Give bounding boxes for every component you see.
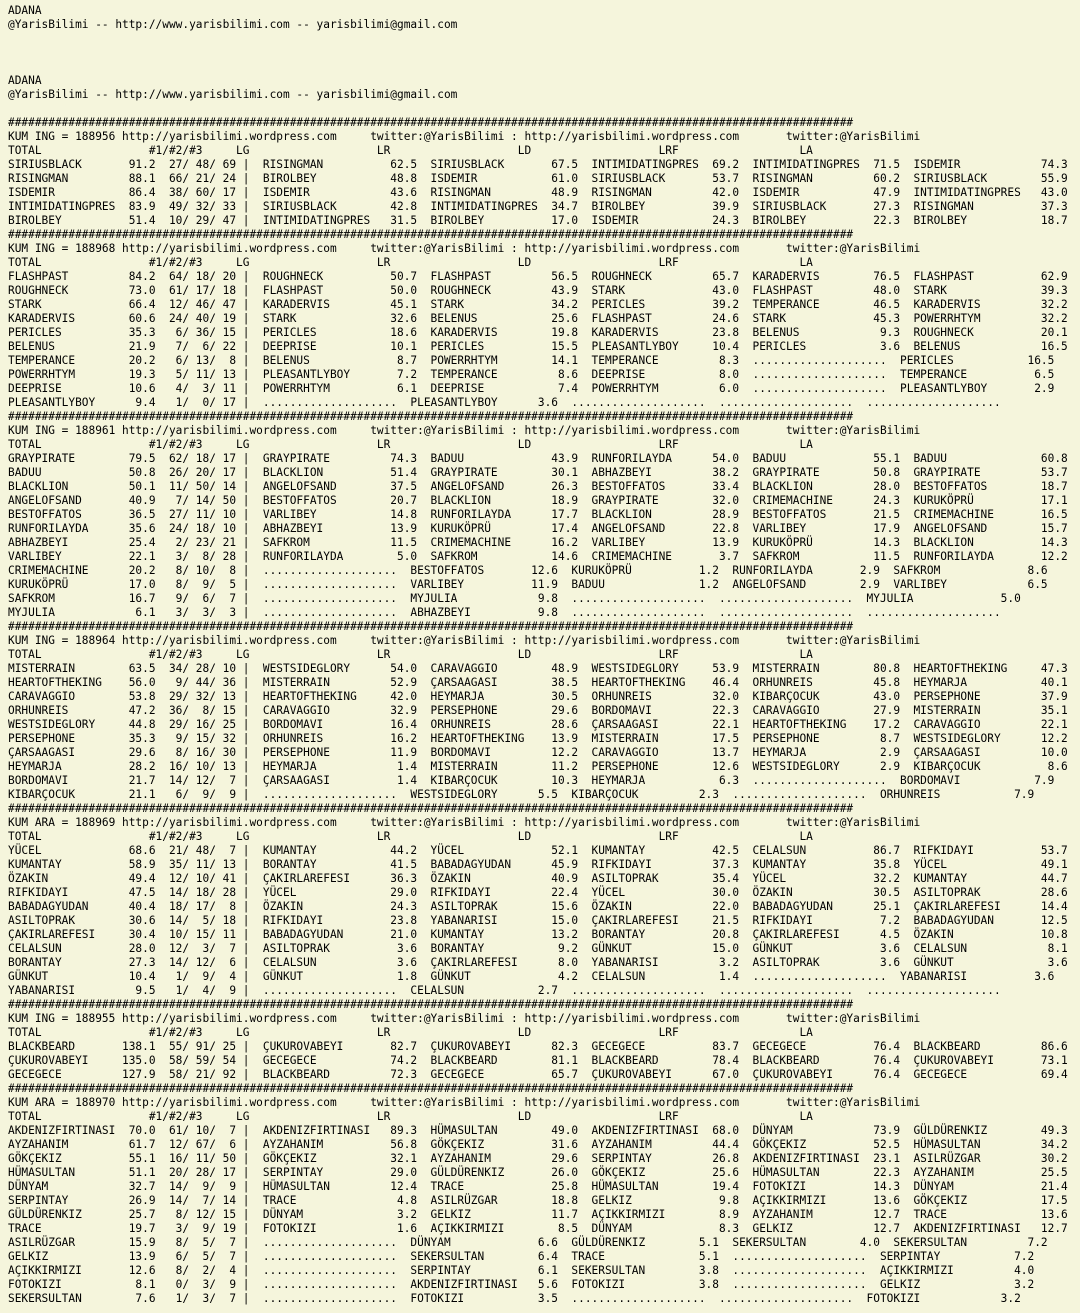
race-block-188955: ############################################################################################################################## KUM ING = 188955 http://yarisbilimi.wordpress.com twitter:@YarisBilimi : http://yarisbilimi.wordpress.com twitter:@YarisBilimi TOTAL #1/#2/#3 LG LR LD LRF LA BLACKBEARD 138.1 55/ 91/ 25 | ÇUKUROVABEYI 82.7 ÇUKUROVABEYI 82.3 GECEGECE 83.7 GECEGECE 76.4 BLACKBEARD 86.6 ÇUKUROVABEYI 135.0 58/ 59/ 54 | GECEGECE 74.2 BLACKBEARD 81.1 BLACKBEARD 78.4 BLACKBEARD 76.4 ÇUKUROVABEYI 73.1 GECEGECE 127.9 58/ 21/ 92 | BLACKBEARD 72.3 GECEGECE 65.7 ÇUKUROVABEYI 67.0 ÇUKUROVABEYI 76.4 GECEGECE 69.4 (8, 998, 1068, 1081)
race-block-188961: ############################################################################################################################## KUM ING = 188961 http://yarisbilimi.wordpress.com twitter:@YarisBilimi : http://yarisbilimi.wordpress.com twitter:@YarisBilimi TOTAL #1/#2/#3 LG LR LD LRF LA GRAYPIRATE 79.5 62/ 18/ 17 | GRAYPIRATE 74.3 BADUU 43.9 RUNFORILAYDA 54.0 BADUU 55.1 BADUU 60.8 BADUU 50.8 26/ 20/ 17 | BLACKLION 51.4 GRAYPIRATE 30.1 ABHAZBEYI 38.2 GRAYPIRATE 50.8 GRAYPIRATE 53.7 BLACKLION 50.1 11/ 50/ 14 | ANGELOFSAND 37.5 ANGELOFSAND 26.3 BESTOFFATOS 33.4 BLACKLION 28.0 BESTOFFATOS 18.7 ANGELOFSAND 40.9 7/ 14/ 50 | BESTOFFATOS 20.7 BLACKLION 18.9 GRAYPIRATE 32.0 CRIMEMACHINE 24.3 KURUKÖPRÜ 17.1 BESTOFFATOS 36.5 27/ 11/ 10 | VARLIBEY 14.8 RUNFORILAYDA 17.7 BLACKLION 28.9 BESTOFFATOS 21.5 CRIMEMACHINE 16.5 RUNFORILAYDA 35.6 24/ 18/ 10 | ABHAZBEYI 13.9 KURUKÖPRÜ 17.4 ANGELOFSAND 22.8 VARLIBEY 17.9 ANGELOFSAND 15.7 ABHAZBEYI 25.4 2/ 23/ 21 | SAFKROM 11.5 CRIMEMACHINE 16.2 VARLIBEY 13.9 KURUKÖPRÜ 14.3 BLACKLION 14.3 VARLIBEY 22.1 3/ 8/ 28 | RUNFORILAYDA 5.0 SAFKROM 14.6 CRIMEMACHINE 3.7 SAFKROM 11.5 RUNFORILAYDA 12.2 CRIMEMACHINE 20.2 8/ 10/ 8 | .................... BESTOFFATOS 12.6 KURUKÖPRÜ 1.2 RUNFORILAYDA 2.9 SAFKROM 8.6 KURUKÖPRÜ 17.0 8/ 9/ 5 | .................... VARLIBEY 11.9 BADUU 1.2 ANGELOFSAND 2.9 VARLIBEY 6.5 SAFKROM 16.7 9/ 6/ 7 | .................... MYJULIA 9.8 .................... .................... MYJULIA 5.0 MYJULIA 6.1 3/ 3/ 3 | .................... ABHAZBEYI 9.8 .................... .................... .................... (8, 410, 1068, 619)
race-block-188968: ############################################################################################################################## KUM ING = 188968 http://yarisbilimi.wordpress.com twitter:@YarisBilimi : http://yarisbilimi.wordpress.com twitter:@YarisBilimi TOTAL #1/#2/#3 LG LR LD LRF LA FLASHPAST 84.2 64/ 18/ 20 | ROUGHNECK 50.7 FLASHPAST 56.5 ROUGHNECK 65.7 KARADERVIS 76.5 FLASHPAST 62.9 ROUGHNECK 73.0 61/ 17/ 18 | FLASHPAST 50.0 ROUGHNECK 43.9 STARK 43.0 FLASHPAST 48.0 STARK 39.3 STARK 66.4 12/ 46/ 47 | KARADERVIS 45.1 STARK 34.2 PERICLES 39.2 TEMPERANCE 46.5 KARADERVIS 32.2 KARADERVIS 60.6 24/ 40/ 19 | STARK 32.6 BELENUS 25.6 FLASHPAST 24.6 STARK 45.3 POWERRHTYM 32.2 PERICLES 35.3 6/ 36/ 15 | PERICLES 18.6 KARADERVIS 19.8 KARADERVIS 23.8 BELENUS 9.3 ROUGHNECK 20.1 BELENUS 21.9 7/ 6/ 22 | DEEPRISE 10.1 PERICLES 15.5 PLEASANTLYBOY 10.4 PERICLES 3.6 BELENUS 16.5 TEMPERANCE 20.2 6/ 13/ 8 | BELENUS 8.7 POWERRHTYM 14.1 TEMPERANCE 8.3 .................... PERICLES 16.5 POWERRHTYM 19.3 5/ 11/ 13 | PLEASANTLYBOY 7.2 TEMPERANCE 8.6 DEEPRISE 8.0 .................... TEMPERANCE 6.5 DEEPRISE 10.6 4/ 3/ 11 | POWERRHTYM 6.1 DEEPRISE 7.4 POWERRHTYM 6.0 .................... PLEASANTLYBOY 2.9 PLEASANTLYBOY 9.4 1/ 0/ 17 | .................... PLEASANTLYBOY 3.6 .................... .................... .................... (8, 228, 1068, 409)
race-block-188970: ############################################################################################################################## KUM ARA = 188970 http://yarisbilimi.wordpress.com twitter:@YarisBilimi : http://yarisbilimi.wordpress.com twitter:@YarisBilimi TOTAL #1/#2/#3 LG LR LD LRF LA AKDENIZFIRTINASI 70.0 61/ 10/ 7 | AKDENIZFIRTINASI 89.3 HÜMASULTAN 49.0 AKDENIZFIRTINASI 68.0 DÜNYAM 73.9 GÜLDÜRENKIZ 49.3 AYZAHANIM 61.7 12/ 67/ 6 | AYZAHANIM 56.8 GÖKÇEKIZ 31.6 AYZAHANIM 44.4 GÖKÇEKIZ 52.5 HÜMASULTAN 34.2 GÖKÇEKIZ 55.1 16/ 11/ 50 | GÖKÇEKIZ 32.1 AYZAHANIM 29.6 SERPINTAY 26.8 AKDENIZFIRTINASI 23.1 ASILRÜZGAR 30.2 HÜMASULTAN 51.1 20/ 28/ 17 | SERPINTAY 29.0 GÜLDÜRENKIZ 26.0 GÖKÇEKIZ 25.6 HÜMASULTAN 22.3 AYZAHANIM 25.5 DÜNYAM 32.7 14/ 9/ 9 | HÜMASULTAN 12.4 TRACE 25.8 HÜMASULTAN 19.4 FOTOKIZI 14.3 DÜNYAM 21.4 SERPINTAY 26.9 14/ 7/ 14 | TRACE 4.8 ASILRÜZGAR 18.8 GELKIZ 9.8 AÇIKKIRMIZI 13.6 GÖKÇEKIZ 17.5 GÜLDÜRENKIZ 25.7 8/ 12/ 15 | DÜNYAM 3.2 GELKIZ 11.7 AÇIKKIRMIZI 8.9 AYZAHANIM 12.7 TRACE 13.6 TRACE 19.7 3/ 9/ 19 | FOTOKIZI 1.6 AÇIKKIRMIZI 8.5 DÜNYAM 8.3 GELKIZ 12.7 AKDENIZFIRTINASI 12.7 ASILRÜZGAR 15.9 8/ 5/ 7 | .................... DÜNYAM 6.6 GÜLDÜRENKIZ 5.1 SEKERSULTAN 4.0 SEKERSULTAN 7.2 GELKIZ 13.9 6/ 5/ 7 | .................... SEKERSULTAN 6.4 TRACE 5.1 .................... SERPINTAY 7.2 AÇIKKIRMIZI 12.6 8/ 2/ 4 | .................... SERPINTAY 6.1 SEKERSULTAN 3.8 .................... AÇIKKIRMIZI 4.0 FOTOKIZI 8.1 0/ 3/ 9 | .................... AKDENIZFIRTINASI 5.6 FOTOKIZI 3.8 .................... GELKIZ 3.2 SEKERSULTAN 7.6 1/ 3/ 7 | .................... FOTOKIZI 3.5 .................... .................... FOTOKIZI 3.2 (8, 1082, 1068, 1305)
header-spacer (8, 32, 1072, 74)
header-credit-repeat: @YarisBilimi -- http://www.yarisbilimi.com -- yarisbilimi@gmail.com (8, 88, 458, 101)
header-credit: @YarisBilimi -- http://www.yarisbilimi.com -- yarisbilimi@gmail.com (8, 18, 458, 31)
header-city-repeat: ADANA (8, 74, 42, 87)
race-block-188964: ############################################################################################################################## KUM ING = 188964 http://yarisbilimi.wordpress.com twitter:@YarisBilimi : http://yarisbilimi.wordpress.com twitter:@YarisBilimi TOTAL #1/#2/#3 LG LR LD LRF LA MISTERRAIN 63.5 34/ 28/ 10 | WESTSIDEGLORY 54.0 CARAVAGGIO 48.9 WESTSIDEGLORY 53.9 MISTERRAIN 80.8 HEARTOFTHEKING 47.3 HEARTOFTHEKING 56.0 9/ 44/ 36 | MISTERRAIN 52.9 ÇARSAAGASI 38.5 HEARTOFTHEKING 46.4 ORHUNREIS 45.8 HEYMARJA 40.1 CARAVAGGIO 53.8 29/ 32/ 13 | HEARTOFTHEKING 42.0 HEYMARJA 30.5 ORHUNREIS 32.0 KIBARÇOCUK 43.0 PERSEPHONE 37.9 ORHUNREIS 47.2 36/ 8/ 15 | CARAVAGGIO 32.9 PERSEPHONE 29.6 BORDOMAVI 22.3 CARAVAGGIO 27.9 MISTERRAIN 35.1 WESTSIDEGLORY 44.8 29/ 16/ 25 | BORDOMAVI 16.4 ORHUNREIS 28.6 ÇARSAAGASI 22.1 HEARTOFTHEKING 17.2 CARAVAGGIO 22.1 PERSEPHONE 35.3 9/ 15/ 32 | ORHUNREIS 16.2 HEARTOFTHEKING 13.9 MISTERRAIN 17.5 PERSEPHONE 8.7 WESTSIDEGLORY 12.2 ÇARSAAGASI 29.6 8/ 16/ 30 | PERSEPHONE 11.9 BORDOMAVI 12.2 CARAVAGGIO 13.7 HEYMARJA 2.9 ÇARSAAGASI 10.0 HEYMARJA 28.2 16/ 10/ 13 | HEYMARJA 1.4 MISTERRAIN 11.2 PERSEPHONE 12.6 WESTSIDEGLORY 2.9 KIBARÇOCUK 8.6 BORDOMAVI 21.7 14/ 12/ 7 | ÇARSAAGASI 1.4 KIBARÇOCUK 10.3 HEYMARJA 6.3 .................... BORDOMAVI 7.9 KIBARÇOCUK 21.1 6/ 9/ 9 | .................... WESTSIDEGLORY 5.5 KIBARÇOCUK 2.3 .................... ORHUNREIS 7.9 (8, 620, 1068, 801)
race-block-188969: ############################################################################################################################## KUM ARA = 188969 http://yarisbilimi.wordpress.com twitter:@YarisBilimi : http://yarisbilimi.wordpress.com twitter:@YarisBilimi TOTAL #1/#2/#3 LG LR LD LRF LA YÜCEL 68.6 21/ 48/ 7 | KUMANTAY 44.2 YÜCEL 52.1 KUMANTAY 42.5 CELALSUN 86.7 RIFKIDAYI 53.7 KUMANTAY 58.9 35/ 11/ 13 | BORANTAY 41.5 BABADAGYUDAN 45.9 RIFKIDAYI 37.3 KUMANTAY 35.8 YÜCEL 49.1 ÖZAKIN 49.4 12/ 10/ 41 | ÇAKIRLAREFESI 36.3 ÖZAKIN 40.9 ASILTOPRAK 35.4 YÜCEL 32.2 KUMANTAY 44.7 RIFKIDAYI 47.5 14/ 18/ 28 | YÜCEL 29.0 RIFKIDAYI 22.4 YÜCEL 30.0 ÖZAKIN 30.5 ASILTOPRAK 28.6 BABADAGYUDAN 40.4 18/ 17/ 8 | ÖZAKIN 24.3 ASILTOPRAK 15.6 ÖZAKIN 22.0 BABADAGYUDAN 25.1 ÇAKIRLAREFESI 14.4 ASILTOPRAK 30.6 14/ 5/ 18 | RIFKIDAYI 23.8 YABANARISI 15.0 ÇAKIRLAREFESI 21.5 RIFKIDAYI 7.2 BABADAGYUDAN 12.5 ÇAKIRLAREFESI 30.4 10/ 15/ 11 | BABADAGYUDAN 21.0 KUMANTAY 13.2 BORANTAY 20.8 ÇAKIRLAREFESI 4.5 ÖZAKIN 10.8 CELALSUN 28.0 12/ 3/ 7 | ASILTOPRAK 3.6 BORANTAY 9.2 GÜNKUT 15.0 GÜNKUT 3.6 CELALSUN 8.1 BORANTAY 27.3 14/ 12/ 6 | CELALSUN 3.6 ÇAKIRLAREFESI 8.0 YABANARISI 3.2 ASILTOPRAK 3.6 GÜNKUT 3.6 GÜNKUT 10.4 1/ 9/ 4 | GÜNKUT 1.8 GÜNKUT 4.2 CELALSUN 1.4 .................... YABANARISI 3.6 YABANARISI 9.5 1/ 4/ 9 | .................... CELALSUN 2.7 .................... .................... .................... (8, 802, 1068, 997)
race-block-188956: ############################################################################################################################## KUM ING = 188956 http://yarisbilimi.wordpress.com twitter:@YarisBilimi : http://yarisbilimi.wordpress.com twitter:@YarisBilimi TOTAL #1/#2/#3 LG LR LD LRF LA SIRIUSBLACK 91.2 27/ 48/ 69 | RISINGMAN 62.5 SIRIUSBLACK 67.5 INTIMIDATINGPRES 69.2 INTIMIDATINGPRES 71.5 ISDEMIR 74.3 RISINGMAN 88.1 66/ 21/ 24 | BIROLBEY 48.8 ISDEMIR 61.0 SIRIUSBLACK 53.7 RISINGMAN 60.2 SIRIUSBLACK 55.9 ISDEMIR 86.4 38/ 60/ 17 | ISDEMIR 43.6 RISINGMAN 48.9 RISINGMAN 42.0 ISDEMIR 47.9 INTIMIDATINGPRES 43.0 INTIMIDATINGPRES 83.9 49/ 32/ 33 | SIRIUSBLACK 42.8 INTIMIDATINGPRES 34.7 BIROLBEY 39.9 SIRIUSBLACK 27.3 RISINGMAN 37.3 BIROLBEY 51.4 10/ 29/ 47 | INTIMIDATINGPRES 31.5 BIROLBEY 17.0 ISDEMIR 24.3 BIROLBEY 22.3 BIROLBEY 18.7 (8, 116, 1068, 227)
header-gap (8, 102, 1072, 116)
header-city: ADANA (8, 4, 42, 17)
